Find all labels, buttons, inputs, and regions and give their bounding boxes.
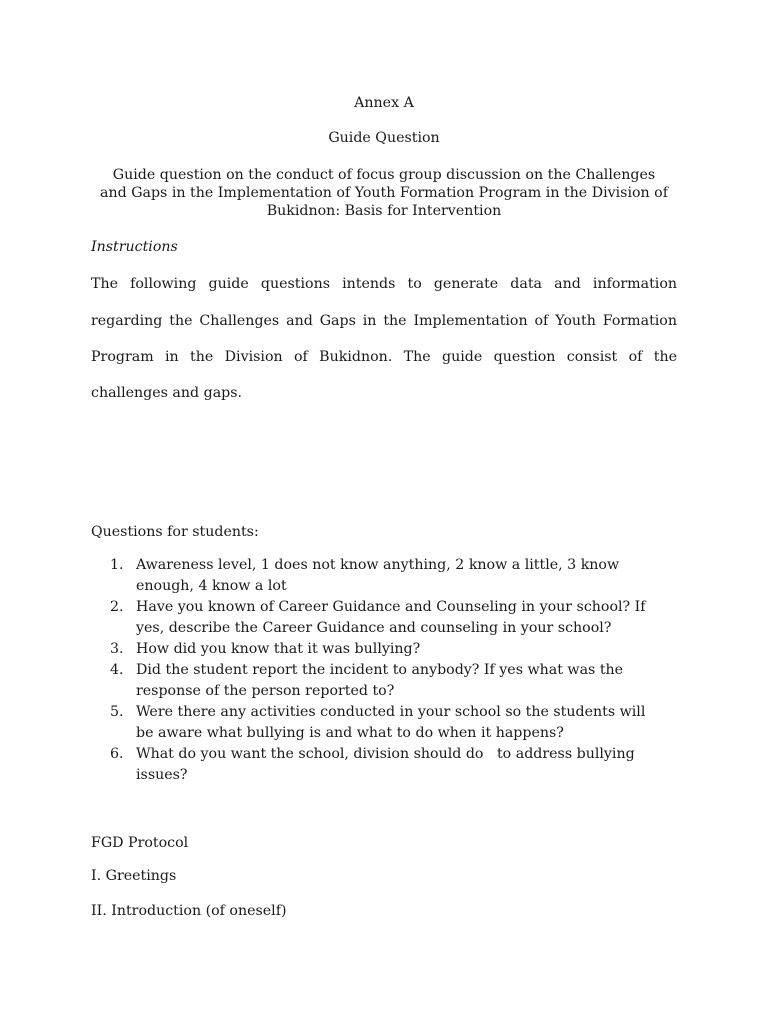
question-number: 2. bbox=[110, 599, 124, 615]
protocol-item-introduction: II. Introduction (of oneself) bbox=[91, 903, 287, 919]
question-text-line: yes, describe the Career Guidance and counseling in your school? bbox=[136, 620, 612, 636]
question-text-line: Have you known of Career Guidance and Counseling in your school? If bbox=[136, 599, 646, 615]
instructions-line-2: regarding the Challenges and Gaps in the Implementation of Youth Formation bbox=[91, 313, 677, 329]
question-number: 6. bbox=[110, 746, 124, 762]
question-text-line: Did the student report the incident to anybody? If yes what was the bbox=[136, 662, 624, 678]
question-number: 1. bbox=[110, 557, 124, 573]
instructions-line-4: challenges and gaps. bbox=[91, 385, 243, 401]
document-title: Guide Question bbox=[328, 130, 440, 146]
question-text-line: How did you know that it was bullying? bbox=[136, 641, 421, 657]
question-text-line: issues? bbox=[136, 767, 188, 783]
question-text-line: Awareness level, 1 does not know anything, 2 know a little, 3 know bbox=[136, 557, 620, 573]
annex-label: Annex A bbox=[354, 95, 414, 111]
question-number: 5. bbox=[110, 704, 124, 720]
subtitle-line-1: Guide question on the conduct of focus group discussion on the Challenges bbox=[112, 167, 656, 183]
subtitle-line-3: Bukidnon: Basis for Intervention bbox=[266, 203, 502, 219]
question-text-line: enough, 4 know a lot bbox=[136, 578, 287, 594]
subtitle-line-2: and Gaps in the Implementation of Youth Formation Program in the Division of bbox=[100, 185, 668, 201]
questions-heading: Questions for students: bbox=[91, 524, 259, 540]
protocol-heading: FGD Protocol bbox=[91, 835, 189, 851]
question-number: 4. bbox=[110, 662, 124, 678]
instructions-heading: Instructions bbox=[91, 239, 178, 255]
instructions-line-3: Program in the Division of Bukidnon. The guide question consist of the bbox=[91, 349, 677, 365]
question-number: 3. bbox=[110, 641, 124, 657]
question-text-line: Were there any activities conducted in your school so the students will bbox=[136, 704, 646, 720]
question-text-line: response of the person reported to? bbox=[136, 683, 395, 699]
protocol-item-greetings: I. Greetings bbox=[91, 868, 177, 884]
question-text-line: What do you want the school, division should do to address bullying bbox=[136, 746, 635, 762]
instructions-line-1: The following guide questions intends to generate data and information bbox=[91, 276, 677, 292]
question-text-line: be aware what bullying is and what to do when it happens? bbox=[136, 725, 564, 741]
